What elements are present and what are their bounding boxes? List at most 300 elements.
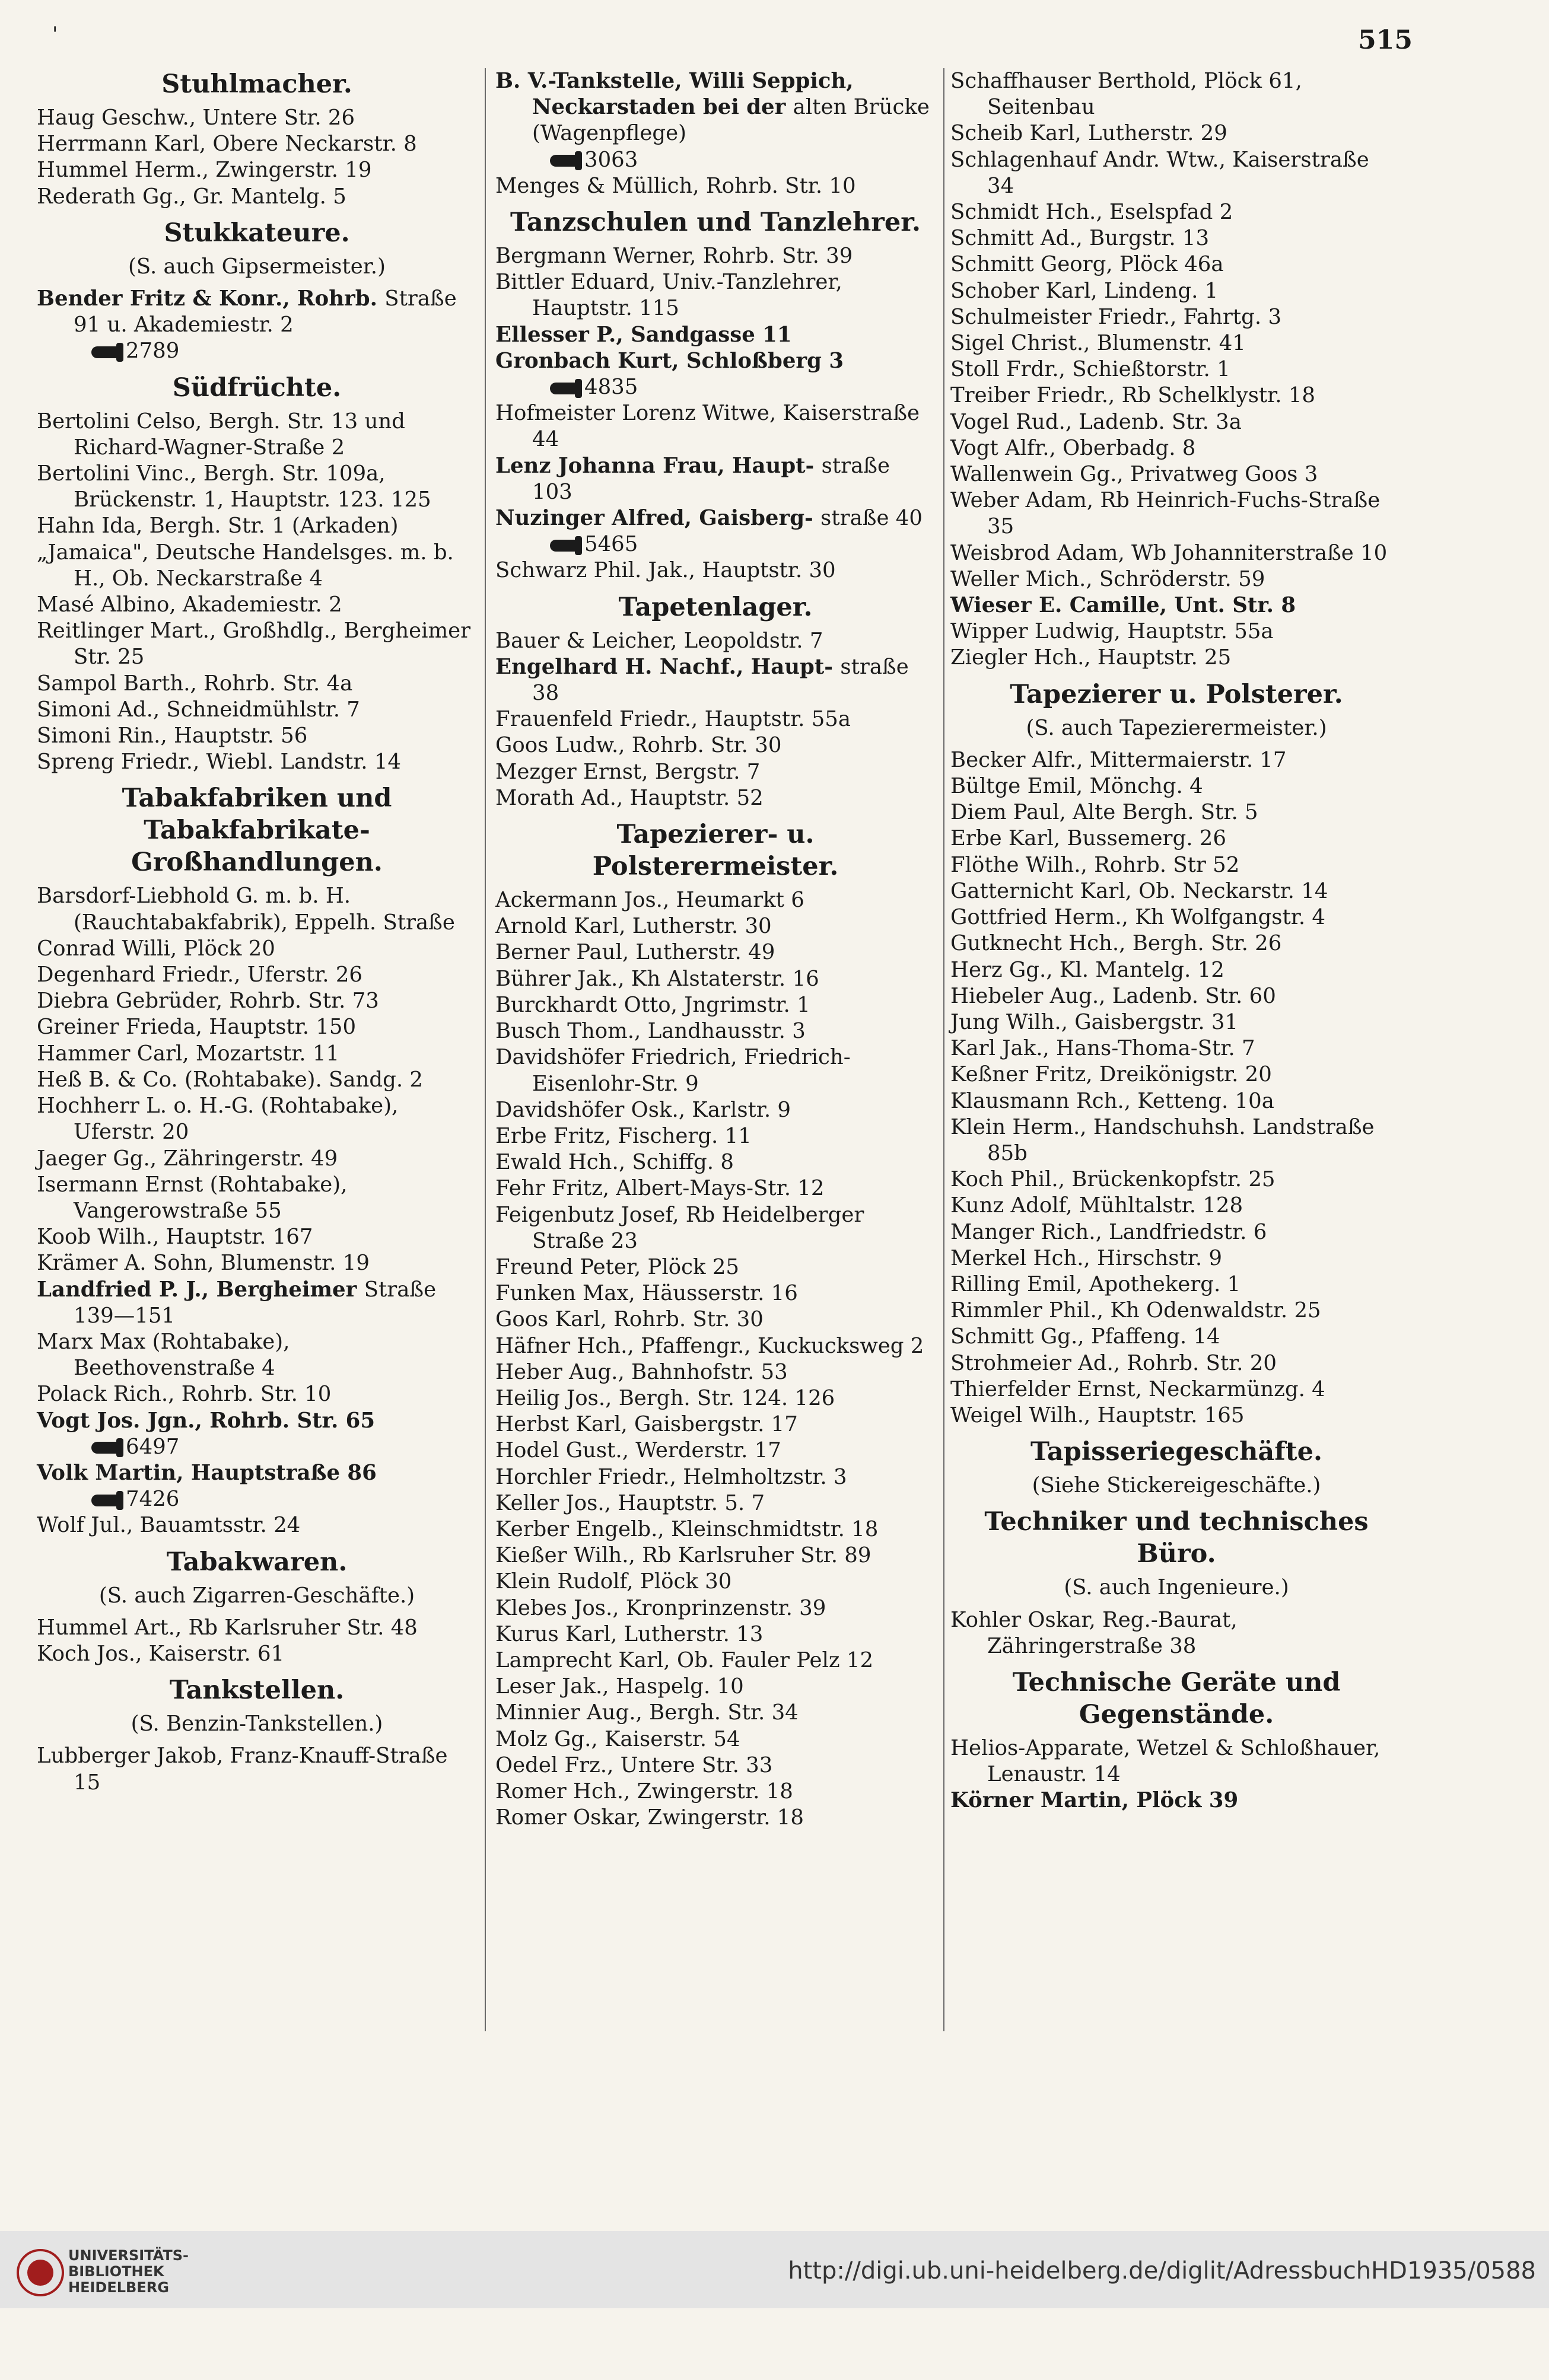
entry-name: Schulmeister Friedr., Fahrtg. 3 [950, 304, 1282, 329]
entry-name: Goos Ludw., Rohrb. Str. 30 [495, 733, 782, 758]
entry-name: Funken Max, Häusserstr. 16 [495, 1281, 798, 1306]
directory-entry [950, 383, 1402, 409]
directory-entry [950, 983, 1402, 1009]
entry-name: Bittler Eduard, Univ.-Tanzlehrer, Hauptstr. 115 [495, 270, 842, 321]
directory-entry [950, 1403, 1402, 1429]
directory-entry [37, 1512, 477, 1538]
directory-entry [950, 645, 1402, 671]
entry-name: Hammer Carl, Mozartstr. 11 [37, 1041, 340, 1066]
entry-name: Isermann Ernst (Rohtabake), Vangerowstraße 55 [37, 1172, 348, 1223]
directory-entry [495, 1805, 936, 1831]
directory-entry [950, 199, 1402, 225]
section-note: (S. auch Gipsermeister.) [128, 254, 386, 279]
entry-name: Wipper Ludwig, Hauptstr. 55a [950, 619, 1274, 644]
entry-name: Diem Paul, Alte Bergh. Str. 5 [950, 800, 1258, 825]
directory-entry [495, 706, 936, 732]
entry-name: Engelhard H. Nachf., Haupt- [495, 654, 833, 679]
entry-name: Ziegler Hch., Hauptstr. 25 [950, 645, 1232, 670]
entry-name: Oedel Frz., Untere Str. 33 [495, 1753, 773, 1777]
entry-name: Romer Oskar, Zwingerstr. 18 [495, 1805, 804, 1830]
directory-entry [950, 1377, 1402, 1403]
directory-entry [495, 785, 936, 811]
telephone-value: 7426 [126, 1487, 180, 1512]
entry-name: Bertolini Celso, Bergh. Str. 13 und Richard-Wagner-Straße 2 [37, 409, 405, 460]
entry-name: Polack Rich., Rohrb. Str. 10 [37, 1382, 332, 1407]
entry-name: Klein Rudolf, Plöck 30 [495, 1569, 732, 1594]
directory-entry [495, 1674, 936, 1700]
directory-entry [37, 618, 477, 670]
entry-name: Wieser E. Camille, Unt. Str. 8 [950, 593, 1296, 618]
directory-entry [37, 671, 477, 697]
entry-name: Manger Rich., Landfriedstr. 6 [950, 1219, 1267, 1244]
directory-entry [37, 1093, 477, 1145]
section-note: (S. auch Zigarren-Geschäfte.) [98, 1583, 415, 1608]
entry-name: Degenhard Friedr., Uferstr. 26 [37, 963, 363, 987]
entry-name: Krämer A. Sohn, Blumenstr. 19 [37, 1251, 370, 1276]
directory-entry [495, 1490, 936, 1516]
library-name [68, 2248, 189, 2296]
section-note: (S. auch Ingenieure.) [1064, 1575, 1289, 1600]
directory-entry [950, 566, 1402, 592]
entry-name: Scheib Karl, Lutherstr. 29 [950, 121, 1227, 146]
page-tick-mark: ' [52, 23, 58, 46]
library-logo-icon [17, 2249, 64, 2296]
section-note: (S. Benzin-Tankstellen.) [131, 1712, 383, 1737]
telephone-number [532, 147, 936, 173]
directory-entry [37, 131, 477, 157]
entry-name: Merkel Hch., Hirschstr. 9 [950, 1245, 1222, 1270]
directory-entry [495, 505, 936, 557]
entry-name: Lamprecht Karl, Ob. Fauler Pelz 12 [495, 1648, 874, 1672]
entry-name: Weigel Wilh., Hauptstr. 165 [950, 1403, 1245, 1428]
directory-entry [950, 1298, 1402, 1324]
directory-entry [37, 1641, 477, 1667]
entry-name: Thierfelder Ernst, Neckarmünzg. 4 [950, 1377, 1325, 1401]
directory-entry [950, 120, 1402, 146]
entry-name: Becker Alfr., Mittermaierstr. 17 [950, 747, 1287, 772]
viewer-footer [0, 2231, 1549, 2308]
entry-name: Kunz Adolf, Mühltalstr. 128 [950, 1193, 1243, 1218]
entry-name: Karl Jak., Hans-Thoma-Str. 7 [950, 1036, 1255, 1061]
directory-entry [37, 1277, 477, 1329]
directory-entry [950, 1272, 1402, 1298]
directory-entry [950, 409, 1402, 435]
directory-entry [495, 732, 936, 759]
directory-entry [495, 68, 936, 173]
entry-name: Feigenbutz Josef, Rb Heidelberger Straße 23 [495, 1202, 864, 1253]
telephone-icon [550, 155, 577, 167]
entry-name: „Jamaica", Deutsche Handelsges. m. b. H., Ob. Neckarstraße 4 [37, 540, 454, 591]
directory-entry [495, 1307, 936, 1333]
entry-name: Freund Peter, Plöck 25 [495, 1254, 740, 1279]
entry-name: Gronbach Kurt, Schloßberg 3 [495, 348, 844, 373]
directory-entry [495, 1412, 936, 1438]
directory-entry [495, 557, 936, 584]
entry-name: Davidshöfer Osk., Karlstr. 9 [495, 1097, 791, 1122]
entry-address: straße 40 [820, 506, 923, 531]
entry-name: Erbe Karl, Bussemerg. 26 [950, 826, 1226, 851]
entry-name: Schmitt Georg, Plöck 46a [950, 252, 1224, 277]
entry-name: B. V.-Tankstelle, Willi Seppich, Neckarstaden bei der [495, 69, 854, 120]
directory-entry [950, 1735, 1402, 1788]
directory-entry [37, 461, 477, 513]
entry-address: Straße 91 u. Akademiestr. 2 [74, 286, 457, 337]
entry-name: Marx Max (Rohtabake), Beethovenstraße 4 [37, 1329, 290, 1381]
directory-entry [950, 773, 1402, 799]
entry-name: Weber Adam, Rb Heinrich-Fuchs-Straße 35 [950, 488, 1381, 539]
directory-entry [37, 286, 477, 365]
entry-name: Keßner Fritz, Dreikönigstr. 20 [950, 1062, 1272, 1087]
directory-entry [495, 1543, 936, 1569]
entry-name: Herbst Karl, Gaisbergstr. 17 [495, 1412, 798, 1437]
entry-name: Flöthe Wilh., Rohrb. Str 52 [950, 852, 1240, 877]
directory-entry [495, 1333, 936, 1359]
directory-entry [950, 592, 1402, 619]
entry-name: Frauenfeld Friedr., Hauptstr. 55a [495, 707, 851, 732]
telephone-value: 2789 [126, 339, 180, 364]
entry-name: Erbe Fritz, Fischerg. 11 [495, 1123, 752, 1148]
entry-name: Gutknecht Hch., Bergh. Str. 26 [950, 931, 1282, 956]
directory-entry [950, 1167, 1402, 1193]
entry-name: Spreng Friedr., Wiebl. Landstr. 14 [37, 750, 402, 775]
directory-entry [495, 1621, 936, 1648]
directory-entry [495, 1726, 936, 1753]
directory-entry [37, 988, 477, 1014]
directory-entry [495, 1359, 936, 1385]
entry-name: Klein Herm., Handschuhsh. Landstraße 85b [950, 1114, 1375, 1165]
column-divider-left [485, 68, 486, 2031]
entry-name: Vogel Rud., Ladenb. Str. 3a [950, 409, 1242, 434]
directory-entry [950, 1114, 1402, 1167]
directory-entry [37, 592, 477, 618]
entry-name: Jung Wilh., Gaisbergstr. 31 [950, 1009, 1239, 1034]
directory-entry [950, 1219, 1402, 1245]
entry-name: Bührer Jak., Kh Alstaterstr. 16 [495, 966, 819, 991]
entry-name: Treiber Friedr., Rb Schelklystr. 18 [950, 383, 1315, 408]
entry-name: Koob Wilh., Hauptstr. 167 [37, 1225, 313, 1250]
directory-entry [950, 747, 1402, 773]
directory-entry [950, 68, 1402, 120]
directory-entry [950, 957, 1402, 983]
entry-name: Keller Jos., Hauptstr. 5. 7 [495, 1490, 765, 1515]
directory-entry [495, 243, 936, 269]
telephone-icon [91, 1495, 119, 1506]
entry-name: Vogt Alfr., Oberbadg. 8 [950, 435, 1196, 460]
directory-entry [37, 105, 477, 131]
entry-name: Hochherr L. o. H.-G. (Rohtabake), Uferstr. 20 [37, 1094, 399, 1145]
telephone-value: 5465 [584, 532, 638, 557]
directory-entry [950, 304, 1402, 330]
directory-entry [950, 931, 1402, 957]
section-heading: Tapisseriegeschäfte. [1030, 1437, 1322, 1467]
column-middle [495, 68, 936, 1831]
directory-entry [37, 1172, 477, 1224]
entry-name: Herrmann Karl, Obere Neckarstr. 8 [37, 132, 417, 157]
entry-name: Kurus Karl, Lutherstr. 13 [495, 1621, 764, 1646]
entry-name: Goos Karl, Rohrb. Str. 30 [495, 1307, 764, 1332]
telephone-icon [550, 383, 577, 394]
section-heading: Tabakfabriken und Tabakfabrikate-Großhandlungen. [122, 783, 392, 878]
section-heading: Stukkateure. [164, 218, 350, 248]
section-heading: Tapetenlager. [618, 592, 813, 622]
column-right [950, 68, 1402, 1814]
entry-name: Morath Ad., Hauptstr. 52 [495, 785, 764, 810]
entry-name: Bender Fritz & Konr., Rohrb. [37, 286, 377, 311]
directory-entry [495, 992, 936, 1018]
directory-entry [950, 1607, 1402, 1659]
entry-name: Haug Geschw., Untere Str. 26 [37, 106, 355, 130]
directory-entry [950, 147, 1402, 199]
entry-name: Busch Thom., Landhausstr. 3 [495, 1019, 806, 1044]
entry-name: Conrad Willi, Plöck 20 [37, 936, 275, 961]
directory-entry [950, 1324, 1402, 1350]
directory-entry [495, 887, 936, 913]
entry-name: Weisbrod Adam, Wb Johanniterstraße 10 [950, 540, 1388, 565]
library-name-line: UNIVERSITÄTS- [68, 2247, 189, 2264]
directory-entry [495, 1044, 936, 1097]
entry-name: Nuzinger Alfred, Gaisberg- [495, 506, 813, 531]
directory-entry [495, 654, 936, 706]
entry-name: Barsdorf-Liebhold G. m. b. H. (Rauchtabakfabrik), Eppelh. Straße [37, 884, 455, 935]
entry-name: Wolf Jul., Bauamtsstr. 24 [37, 1513, 301, 1538]
entry-name: Molz Gg., Kaiserstr. 54 [495, 1726, 740, 1751]
entry-name: Hummel Herm., Zwingerstr. 19 [37, 158, 372, 183]
entry-name: Helios-Apparate, Wetzel & Schloßhauer, Lenaustr. 14 [950, 1735, 1381, 1787]
entry-name: Heber Aug., Bahnhofstr. 53 [495, 1359, 788, 1384]
entry-name: Heilig Jos., Bergh. Str. 124. 126 [495, 1385, 835, 1410]
directory-entry [495, 966, 936, 992]
entry-name: Mezger Ernst, Bergstr. 7 [495, 759, 761, 784]
entry-name: Burckhardt Otto, Jngrimstr. 1 [495, 992, 810, 1017]
entry-name: Arnold Karl, Lutherstr. 30 [495, 914, 772, 939]
entry-name: Schober Karl, Lindeng. 1 [950, 278, 1219, 303]
telephone-number [74, 1486, 477, 1512]
entry-name: Schmidt Hch., Eselspfad 2 [950, 200, 1233, 225]
directory-entry [37, 1146, 477, 1172]
directory-entry [495, 628, 936, 654]
directory-entry [37, 1743, 477, 1795]
directory-entry [950, 461, 1402, 488]
directory-entry [495, 1123, 936, 1149]
directory-entry [495, 1254, 936, 1280]
directory-entry [950, 878, 1402, 904]
directory-entry [37, 723, 477, 749]
directory-entry [950, 251, 1402, 278]
directory-entry [950, 619, 1402, 645]
directory-entry [950, 330, 1402, 356]
entry-name: Horchler Friedr., Helmholtzstr. 3 [495, 1464, 847, 1489]
directory-entry [495, 1175, 936, 1202]
telephone-number [532, 374, 936, 400]
entry-name: Koch Jos., Kaiserstr. 61 [37, 1641, 285, 1666]
library-name-line: BIBLIOTHEK [68, 2263, 164, 2280]
entry-address: Straße 139—151 [74, 1277, 437, 1328]
entry-name: Häfner Hch., Pfaffengr., Kuckucksweg 2 [495, 1333, 924, 1358]
directory-entry [495, 913, 936, 939]
entry-name: Menges & Müllich, Rohrb. Str. 10 [495, 173, 856, 198]
section-heading: Tapezierer u. Polsterer. [1010, 679, 1343, 709]
telephone-value: 6497 [126, 1434, 180, 1459]
entry-name: Bertolini Vinc., Bergh. Str. 109a, Brückenstr. 1, Hauptstr. 123. 125 [37, 461, 431, 512]
entry-name: Simoni Rin., Hauptstr. 56 [37, 724, 308, 748]
entry-name: Ewald Hch., Schiffg. 8 [495, 1150, 734, 1175]
directory-entry [495, 939, 936, 966]
directory-entry [495, 1018, 936, 1044]
entry-name: Berner Paul, Lutherstr. 49 [495, 940, 775, 965]
directory-entry [950, 1245, 1402, 1272]
entry-name: Sampol Barth., Rohrb. Str. 4a [37, 671, 353, 696]
entry-name: Vogt Jos. Jgn., Rohrb. Str. 65 [37, 1408, 376, 1433]
entry-name: Reitlinger Mart., Großhdlg., Bergheimer Str. 25 [37, 619, 471, 670]
entry-name: Heß B. & Co. (Rohtabake). Sandg. 2 [37, 1067, 424, 1092]
entry-name: Gottfried Herm., Kh Wolfgangstr. 4 [950, 905, 1325, 930]
section-heading: Tankstellen. [169, 1675, 345, 1706]
directory-entry [495, 1779, 936, 1805]
directory-entry [495, 269, 936, 321]
column-left [37, 68, 477, 1796]
entry-name: Weller Mich., Schröderstr. 59 [950, 566, 1265, 591]
entry-name: Schwarz Phil. Jak., Hauptstr. 30 [495, 558, 836, 583]
directory-entry [950, 1088, 1402, 1114]
entry-name: Greiner Frieda, Hauptstr. 150 [37, 1015, 357, 1040]
section-heading: Tabakwaren. [166, 1547, 348, 1577]
directory-entry [950, 1350, 1402, 1377]
directory-entry [495, 1753, 936, 1779]
entry-name: Klausmann Rch., Ketteng. 10a [950, 1088, 1274, 1113]
entry-name: Masé Albino, Akademiestr. 2 [37, 592, 342, 617]
directory-entry [37, 1250, 477, 1276]
directory-entry [950, 356, 1402, 383]
telephone-icon [91, 1442, 119, 1454]
entry-name: Kohler Oskar, Reg.-Baurat, Zähringerstraße 38 [950, 1607, 1238, 1658]
entry-address: straße 103 [532, 453, 890, 504]
directory-entry [37, 1329, 477, 1381]
section-heading: Stuhlmacher. [161, 69, 352, 99]
directory-entry [495, 759, 936, 785]
directory-entry [950, 1193, 1402, 1219]
telephone-icon [550, 540, 577, 552]
directory-entry [495, 1280, 936, 1307]
entry-name: Landfried P. J., Bergheimer [37, 1277, 357, 1302]
telephone-value: 4835 [584, 375, 638, 400]
entry-name: Ellesser P., Sandgasse 11 [495, 322, 792, 347]
library-name-line: HEIDELBERG [68, 2279, 169, 2296]
entry-name: Romer Hch., Zwingerstr. 18 [495, 1779, 793, 1804]
entry-name: Hahn Ida, Bergh. Str. 1 (Arkaden) [37, 514, 399, 539]
directory-entry [37, 749, 477, 775]
section-heading: Tapezierer- u. Polsterermeister. [592, 820, 839, 882]
entry-name: Klebes Jos., Kronprinzenstr. 39 [495, 1595, 826, 1620]
entry-name: Rimmler Phil., Kh Odenwaldstr. 25 [950, 1298, 1321, 1323]
directory-entry [950, 278, 1402, 304]
page-number: 515 [1358, 25, 1413, 55]
entry-name: Bültge Emil, Mönchg. 4 [950, 774, 1203, 799]
entry-name: Minnier Aug., Bergh. Str. 34 [495, 1700, 799, 1725]
directory-entry [37, 1615, 477, 1641]
section-heading: Technische Geräte und Gegenstände. [1012, 1667, 1341, 1729]
entry-name: Volk Martin, Hauptstraße 86 [37, 1460, 377, 1485]
directory-entry [37, 962, 477, 988]
section-note: (Siehe Stickereigeschäfte.) [1032, 1473, 1321, 1498]
entry-name: Bauer & Leicher, Leopoldstr. 7 [495, 628, 823, 653]
directory-entry [37, 1224, 477, 1250]
telephone-number [74, 1434, 477, 1460]
entry-name: Hummel Art., Rb Karlsruher Str. 48 [37, 1615, 418, 1640]
directory-entry [495, 1700, 936, 1726]
directory-entry [37, 409, 477, 461]
directory-entry [37, 157, 477, 183]
entry-name: Leser Jak., Haspelg. 10 [495, 1674, 744, 1699]
directory-entry [495, 1648, 936, 1674]
directory-entry [495, 453, 936, 505]
directory-entry [950, 1036, 1402, 1062]
entry-name: Kießer Wilh., Rb Karlsruher Str. 89 [495, 1543, 871, 1568]
entry-name: Ackermann Jos., Heumarkt 6 [495, 888, 804, 913]
entry-name: Schmitt Ad., Burgstr. 13 [950, 226, 1210, 251]
directory-entry [495, 322, 936, 348]
source-url-link[interactable]: http://digi.ub.uni-heidelberg.de/diglit/AdressbuchHD1935/0588 [788, 2257, 1536, 2285]
directory-entry [950, 488, 1402, 540]
entry-name: Schlagenhauf Andr. Wtw., Kaiserstraße 34 [950, 147, 1369, 198]
entry-name: Davidshöfer Friedrich, Friedrich-Eisenlohr-Str. 9 [495, 1045, 851, 1096]
section-heading: Südfrüchte. [172, 372, 342, 403]
directory-entry [495, 1202, 936, 1254]
entry-name: Rederath Gg., Gr. Mantelg. 5 [37, 184, 346, 209]
telephone-number [532, 531, 936, 557]
directory-entry [37, 184, 477, 210]
column-divider-right [943, 68, 944, 2031]
entry-name: Diebra Gebrüder, Rohrb. Str. 73 [37, 989, 379, 1014]
section-heading: Tanzschulen und Tanzlehrer. [510, 208, 921, 238]
entry-name: Hofmeister Lorenz Witwe, Kaiserstraße 44 [495, 401, 920, 452]
directory-entry [495, 400, 936, 453]
directory-entry [950, 540, 1402, 566]
entry-name: Jaeger Gg., Zähringerstr. 49 [37, 1146, 338, 1171]
directory-entry [37, 1041, 477, 1067]
entry-name: Kerber Engelb., Kleinschmidtstr. 18 [495, 1516, 879, 1541]
section-heading: Techniker und technisches Büro. [984, 1507, 1369, 1569]
entry-name: Sigel Christ., Blumenstr. 41 [950, 331, 1246, 356]
directory-entry [495, 1149, 936, 1175]
directory-entry [950, 225, 1402, 251]
directory-entry [495, 1385, 936, 1412]
directory-entry [37, 540, 477, 592]
entry-name: Gatternicht Karl, Ob. Neckarstr. 14 [950, 878, 1328, 903]
directory-entry [495, 1569, 936, 1595]
entry-name: Lubberger Jakob, Franz-Knauff-Straße 15 [37, 1744, 448, 1795]
entry-name: Wallenwein Gg., Privatweg Goos 3 [950, 462, 1318, 487]
directory-entry [950, 1788, 1402, 1814]
directory-entry [950, 826, 1402, 852]
entry-name: Bergmann Werner, Rohrb. Str. 39 [495, 244, 853, 269]
directory-entry [37, 936, 477, 962]
entry-name: Hodel Gust., Werderstr. 17 [495, 1438, 781, 1463]
directory-entry [37, 1460, 477, 1512]
directory-entry [950, 904, 1402, 931]
entry-name: Körner Martin, Plöck 39 [950, 1788, 1239, 1813]
entry-name: Herz Gg., Kl. Mantelg. 12 [950, 957, 1224, 982]
entry-address: straße 38 [532, 654, 909, 706]
directory-entry [37, 1381, 477, 1407]
directory-entry [495, 1595, 936, 1621]
entry-name: Lenz Johanna Frau, Haupt- [495, 453, 815, 478]
directory-entry [495, 1516, 936, 1543]
entry-address: alten Brücke (Wagenpflege) [532, 95, 930, 146]
entry-name: Stoll Frdr., Schießtorstr. 1 [950, 357, 1230, 382]
directory-entry [495, 1097, 936, 1123]
section-note: (S. auch Tapezierermeister.) [1026, 715, 1327, 740]
directory-entry [495, 348, 936, 400]
